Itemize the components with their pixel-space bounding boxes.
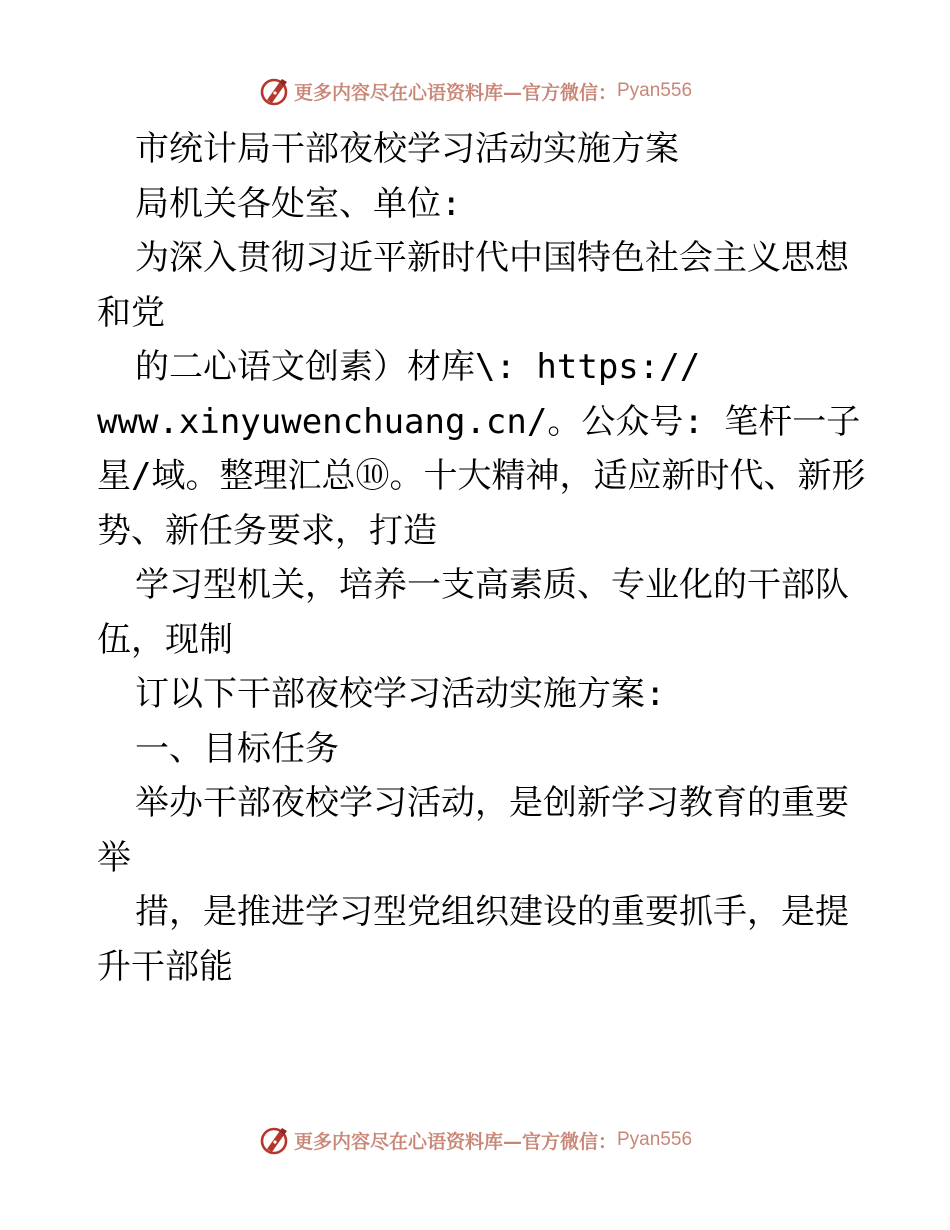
document-title: 市统计局干部夜校学习活动实施方案 [135, 129, 679, 169]
document-line: 伍，现制 [97, 619, 233, 660]
document-line: 举办干部夜校学习活动，是创新学习教育的重要 [135, 783, 849, 823]
footer-watermark-banner [0, 1120, 950, 1160]
header-banner-contact: Pyan556 [617, 80, 693, 101]
document-line: 星/域。整理汇总⑩。十大精神，适应新时代、新形 [97, 456, 866, 496]
document-line: 升干部能 [97, 946, 233, 987]
document-line: 为深入贯彻习近平新时代中国特色社会主义思想 [135, 238, 849, 278]
document-line: 学习型机关，培养一支高素质、专业化的干部队 [135, 565, 849, 605]
section-heading: 一、目标任务 [135, 728, 339, 769]
footer-banner-contact: Pyan556 [617, 1129, 693, 1150]
pen-nib-logo-icon [258, 75, 290, 107]
pen-nib-logo-icon [258, 1124, 290, 1156]
document-line: 举 [97, 837, 131, 878]
footer-banner-text: 更多内容尽在心语资料库—官方微信： [293, 1130, 617, 1153]
header-watermark-banner [0, 71, 950, 111]
document-line: 的二心语文创素）材库\: https:// [135, 347, 701, 387]
document-line: www.xinyuwenchuang.cn/。公众号: 笔杆一子 [97, 401, 861, 442]
header-banner-text: 更多内容尽在心语资料库—官方微信： [293, 81, 617, 104]
document-line: 措，是推进学习型党组织建设的重要抓手，是提 [135, 892, 849, 932]
document-line: 订以下干部夜校学习活动实施方案: [135, 674, 666, 714]
document-line: 和党 [97, 292, 165, 333]
document-line: 势、新任务要求，打造 [97, 510, 437, 551]
document-body [97, 122, 866, 994]
document-line: 局机关各处室、单位: [135, 183, 462, 224]
